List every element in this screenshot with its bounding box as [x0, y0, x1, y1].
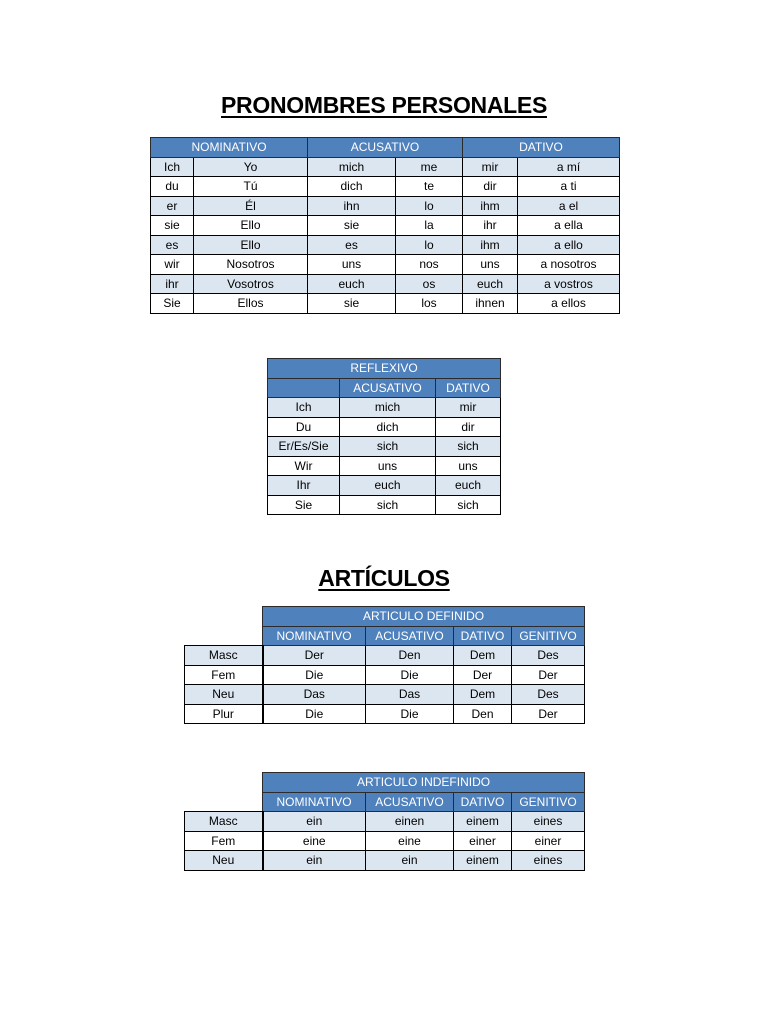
cell: a ello [518, 235, 620, 255]
cell: la [396, 216, 463, 236]
cell: eines [512, 812, 585, 832]
cell: te [396, 177, 463, 197]
cell: a ti [518, 177, 620, 197]
cell: Den [454, 704, 512, 724]
cell: a vostros [518, 274, 620, 294]
cell: Yo [194, 157, 308, 177]
cell: euch [463, 274, 518, 294]
cell: Des [512, 685, 585, 705]
table-row [268, 437, 501, 457]
cell: Ihr [268, 476, 340, 496]
cell: a el [518, 196, 620, 216]
table-row [185, 685, 585, 705]
page-title-pronombres: PRONOMBRES PERSONALES [221, 92, 547, 118]
cell: Den [366, 646, 454, 666]
cell: Dem [454, 646, 512, 666]
reflexivo-title: REFLEXIVO [268, 359, 501, 379]
cell: Die [366, 665, 454, 685]
corner-blank [185, 626, 263, 646]
cell: einer [454, 831, 512, 851]
cell: ein [263, 851, 366, 871]
table-row [151, 177, 620, 197]
cell: ihr [463, 216, 518, 236]
cell: ein [366, 851, 454, 871]
table-row [185, 646, 585, 666]
row-label: Fem [185, 665, 263, 685]
cell: sich [340, 437, 436, 457]
cell: nos [396, 255, 463, 275]
indefinido-title: ARTICULO INDEFINIDO [263, 773, 585, 793]
cell: sich [340, 495, 436, 515]
cell: eines [512, 851, 585, 871]
cell: mich [340, 398, 436, 418]
cell: dir [463, 177, 518, 197]
cell: ihm [463, 235, 518, 255]
header-dativo: DATIVO [436, 378, 501, 398]
table-row [185, 704, 585, 724]
cell: eine [263, 831, 366, 851]
cell: Er/Es/Sie [268, 437, 340, 457]
cell: a ellos [518, 294, 620, 314]
cell: Él [194, 196, 308, 216]
header-dativo: DATIVO [454, 626, 512, 646]
cell: Tú [194, 177, 308, 197]
header-nominativo: NOMINATIVO [151, 138, 308, 158]
header-dativo: DATIVO [463, 138, 620, 158]
cell: ein [263, 812, 366, 832]
table-row [185, 665, 585, 685]
cell: a nosotros [518, 255, 620, 275]
cell: Ellos [194, 294, 308, 314]
cell: a mí [518, 157, 620, 177]
table-row [268, 476, 501, 496]
table-row [185, 851, 585, 871]
table-row [151, 157, 620, 177]
cell: euch [308, 274, 396, 294]
cell: Sie [151, 294, 194, 314]
header-acusativo: ACUSATIVO [366, 792, 454, 812]
table-row [268, 495, 501, 515]
cell: Die [263, 704, 366, 724]
cell: mir [436, 398, 501, 418]
cell: uns [308, 255, 396, 275]
header-acusativo: ACUSATIVO [308, 138, 463, 158]
header-genitivo: GENITIVO [512, 792, 585, 812]
table-row [151, 216, 620, 236]
table-row [151, 255, 620, 275]
cell: einen [366, 812, 454, 832]
cell: Wir [268, 456, 340, 476]
header-nominativo: NOMINATIVO [263, 792, 366, 812]
corner-blank [185, 607, 263, 627]
row-label: Neu [185, 851, 263, 871]
cell: ihm [463, 196, 518, 216]
cell: lo [396, 235, 463, 255]
cell: mir [463, 157, 518, 177]
table-row [151, 235, 620, 255]
cell: os [396, 274, 463, 294]
cell: sie [308, 216, 396, 236]
cell: Sie [268, 495, 340, 515]
table-row [185, 812, 585, 832]
cell: es [151, 235, 194, 255]
cell: wir [151, 255, 194, 275]
table-row [268, 456, 501, 476]
table-row [268, 398, 501, 418]
header-dativo: DATIVO [454, 792, 512, 812]
cell: ihr [151, 274, 194, 294]
cell: me [396, 157, 463, 177]
row-label: Plur [185, 704, 263, 724]
corner-blank [185, 792, 263, 812]
cell: dir [436, 417, 501, 437]
cell: Das [366, 685, 454, 705]
cell: dich [340, 417, 436, 437]
cell: uns [436, 456, 501, 476]
table-row [185, 831, 585, 851]
header-acusativo: ACUSATIVO [340, 378, 436, 398]
table-row [268, 417, 501, 437]
cell: Der [512, 665, 585, 685]
cell: Ich [268, 398, 340, 418]
cell: einem [454, 851, 512, 871]
table-row [151, 196, 620, 216]
cell: euch [340, 476, 436, 496]
cell: Der [263, 646, 366, 666]
header-nominativo: NOMINATIVO [263, 626, 366, 646]
page-title-articulos: ARTÍCULOS [318, 565, 450, 591]
table-row [151, 294, 620, 314]
cell: sich [436, 495, 501, 515]
cell: du [151, 177, 194, 197]
cell: er [151, 196, 194, 216]
cell: sich [436, 437, 501, 457]
definido-table [184, 606, 585, 724]
pronombres-table [150, 137, 620, 314]
cell: uns [463, 255, 518, 275]
header-acusativo: ACUSATIVO [366, 626, 454, 646]
cell: Der [454, 665, 512, 685]
definido-title: ARTICULO DEFINIDO [263, 607, 585, 627]
cell: ihnen [463, 294, 518, 314]
cell: Der [512, 704, 585, 724]
cell: eine [366, 831, 454, 851]
cell: dich [308, 177, 396, 197]
cell: Die [263, 665, 366, 685]
cell: einem [454, 812, 512, 832]
indefinido-table [184, 772, 585, 871]
cell: sie [151, 216, 194, 236]
row-label: Masc [185, 646, 263, 666]
header-genitivo: GENITIVO [512, 626, 585, 646]
cell: Des [512, 646, 585, 666]
cell: Ello [194, 235, 308, 255]
cell: euch [436, 476, 501, 496]
cell: Die [366, 704, 454, 724]
cell: a ella [518, 216, 620, 236]
cell: Ello [194, 216, 308, 236]
row-label: Masc [185, 812, 263, 832]
reflexivo-table [267, 358, 501, 515]
corner-blank [185, 773, 263, 793]
cell: Ich [151, 157, 194, 177]
cell: Dem [454, 685, 512, 705]
cell: Vosotros [194, 274, 308, 294]
cell: ihn [308, 196, 396, 216]
row-label: Neu [185, 685, 263, 705]
cell: es [308, 235, 396, 255]
cell: Das [263, 685, 366, 705]
cell: Nosotros [194, 255, 308, 275]
header-empty [268, 378, 340, 398]
cell: sie [308, 294, 396, 314]
cell: los [396, 294, 463, 314]
cell: lo [396, 196, 463, 216]
cell: uns [340, 456, 436, 476]
cell: Du [268, 417, 340, 437]
cell: mich [308, 157, 396, 177]
row-label: Fem [185, 831, 263, 851]
table-row [151, 274, 620, 294]
cell: einer [512, 831, 585, 851]
